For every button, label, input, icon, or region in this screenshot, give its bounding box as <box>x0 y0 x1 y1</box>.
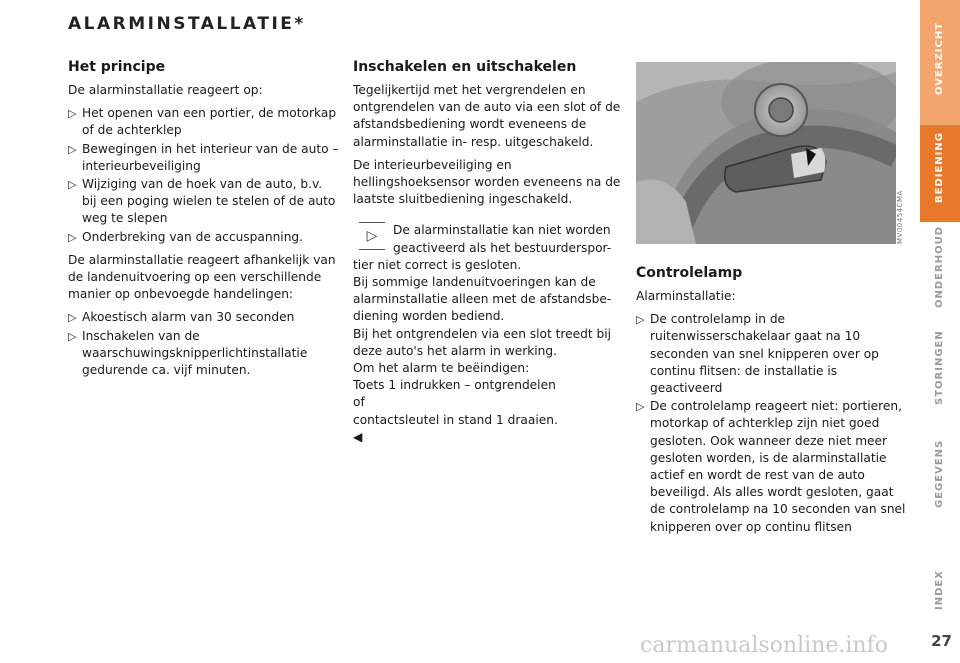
indicator-list <box>636 311 911 536</box>
image-code: MV00454CMA <box>896 190 904 244</box>
column-switching <box>353 58 625 446</box>
page-title: ALARMINSTALLATIE* <box>68 14 306 34</box>
list-item: ▷ De controlelamp reageert niet: portieren, motorkap of achterklep zijn niet goed gesloten. Ook wanneer deze niet meer gesloten worden, is de alarminstallatie actief en wordt de rest van de auto beveiligd. Als alles wordt gesloten, gaat de controlelamp na 10 seconden van snel knipperen over op continu flitsen <box>636 399 906 534</box>
paragraph: De alarminstallatie reageert afhankelijk van de landenuitvoering op een verschillende manier op onbevoegde handelingen: <box>68 252 336 302</box>
heading-switching: Inschakelen en uitschakelen <box>353 59 577 75</box>
note-arrow-icon: ▷ <box>359 222 385 250</box>
side-navigation <box>920 0 960 663</box>
list-item: ▷ Bewegingen in het interieur van de auto – interieurbeveiliging <box>68 141 339 173</box>
list-item: ▷ Wijziging van de hoek van de auto, b.v. bij een poging wielen te stelen of de auto weg te slepen <box>68 177 336 226</box>
bullet-arrow-icon: ▷ <box>68 142 77 156</box>
response-list <box>68 309 340 379</box>
list-item: ▷ Het openen van een portier, de motorkap of de achterklep <box>68 106 337 138</box>
paragraph: Tegelijkertijd met het vergrendelen en ontgrendelen van de auto via een slot of de afstandsbediening wordt eveneens de alarminstallatie in- resp. uitgeschakeld. <box>353 83 621 149</box>
nav-tab-bediening[interactable]: BEDIENING <box>934 132 945 203</box>
bullet-arrow-icon: ▷ <box>636 313 645 327</box>
nav-tab-gegevens[interactable]: GEGEVENS <box>934 440 945 509</box>
bullet-arrow-icon: ▷ <box>636 400 645 414</box>
intro-text: De alarminstallatie reageert op: <box>68 83 263 97</box>
heading-principle: Het principe <box>68 59 166 75</box>
note-text: De alarminstallatie kan niet worden geactiveerd als het bestuurderspor- <box>393 223 612 255</box>
watermark: carmanualsonline.info <box>640 633 888 658</box>
list-item: ▷ Inschakelen van de waarschuwingsknipperlichtinstallatie gedurende ca. vijf minuten. <box>68 328 308 378</box>
end-marker-icon: ◀ <box>353 429 363 444</box>
list-item: ▷ De controlelamp in de ruitenwisserschakelaar gaat na 10 seconden van snel knipperen over op continu flitsen: de installatie is geactiveerd <box>636 312 879 396</box>
steering-wheel-photo <box>636 62 896 244</box>
list-item: ▷ Akoestisch alarm van 30 seconden <box>68 309 340 326</box>
trigger-list <box>68 105 340 246</box>
page-number: 27 <box>931 632 952 650</box>
nav-tab-index[interactable]: INDEX <box>934 570 945 610</box>
intro-text: Alarminstallatie: <box>636 289 736 303</box>
bullet-arrow-icon: ▷ <box>68 311 77 325</box>
note-text-continued: tier niet correct is gesloten. Bij sommige landenuitvoeringen kan de alarminstallatie alleen met de afstandsbe- diening worden bediend. Bij het ontgrendelen via een slot treedt bij deze auto's het alarm in werking. Om het alarm te beëindigen: Toets 1 indrukken – ontgrendelen of contactsleutel in stand 1 draaien. ◀ <box>353 257 625 446</box>
list-item: ▷ Onderbreking van de accuspanning. <box>68 229 340 246</box>
nav-tab-overzicht[interactable]: OVERZICHT <box>934 22 945 96</box>
bullet-arrow-icon: ▷ <box>68 107 77 121</box>
bullet-arrow-icon: ▷ <box>68 230 77 244</box>
nav-tab-onderhoud[interactable]: ONDERHOUD <box>934 226 945 308</box>
paragraph: De interieurbeveiliging en hellingshoeksensor worden eveneens na de laatste sluitbediening ingeschakeld. <box>353 157 621 207</box>
bullet-arrow-icon: ▷ <box>68 178 77 192</box>
note-block <box>353 222 625 446</box>
column-indicator <box>636 264 911 542</box>
column-principle <box>68 58 340 385</box>
nav-tab-storingen[interactable]: STORINGEN <box>934 330 945 405</box>
heading-indicator: Controlelamp <box>636 265 743 281</box>
bullet-arrow-icon: ▷ <box>68 329 77 343</box>
